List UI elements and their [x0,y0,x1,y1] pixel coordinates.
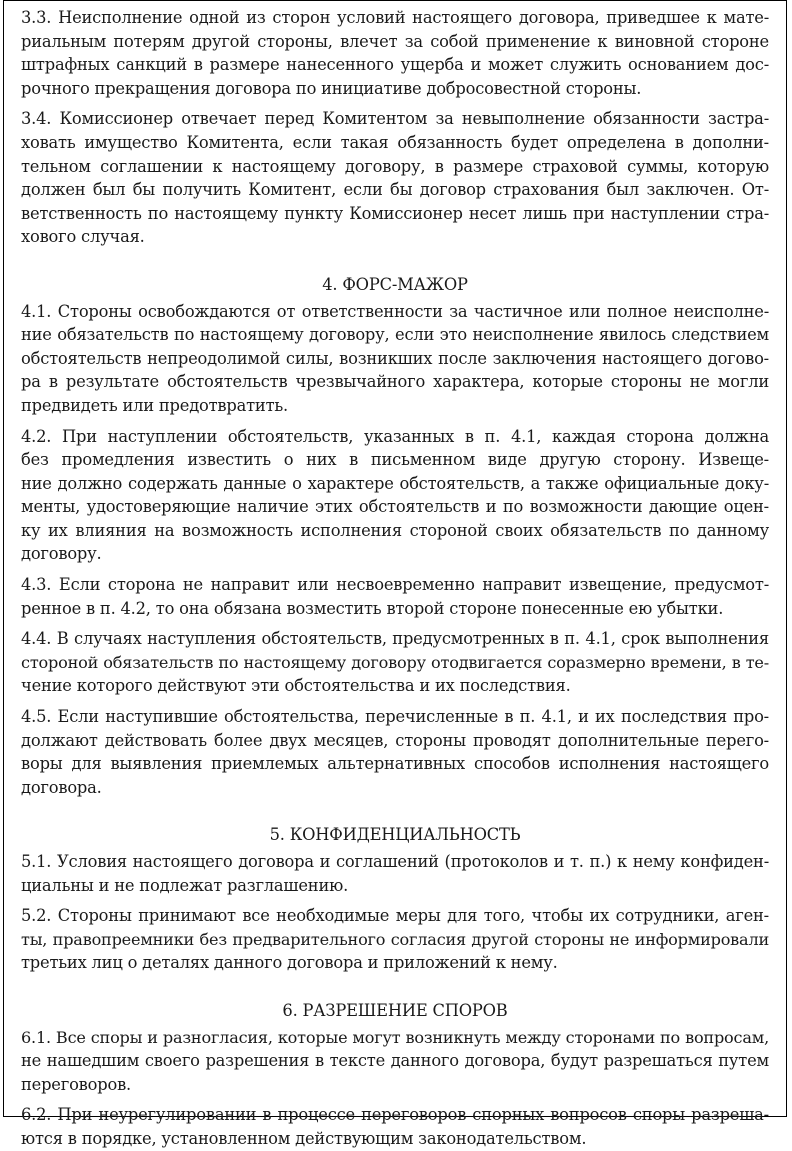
text-line: предвидеть или предотвратить. [21,395,289,415]
text-line: 5.2. Стороны принимают все необходимые меры для того, чтобы их сотрудники, аген- [21,906,769,926]
clause-paragraph [21,904,769,975]
clause-paragraph [21,300,769,418]
text-line: 6.2. При неурегулировании в процессе переговоров спорных вопросов споры разреша- [21,1105,769,1125]
text-line: ются в порядке, установленном действующим законодательством. [21,1128,587,1148]
text-line: менты, удостоверяющие наличие этих обстоятельств и по возможности дающие оцен- [21,497,769,517]
clause-paragraph [21,6,769,100]
section [21,273,769,799]
text-line: 4.3. Если сторона не направит или несвоевременно направит извещение, предусмот- [21,575,769,595]
clause-paragraph [21,1103,769,1150]
text-line: третьих лиц о деталях данного договора и приложений к нему. [21,953,558,973]
text-line: 5.1. Условия настоящего договора и соглашений (протоколов и т. п.) к нему конфиден- [21,852,769,871]
section [21,823,769,975]
section [21,6,769,249]
text-line: воры для выявления приемлемых альтернативных способов исполнения настоящего [21,754,769,774]
text-line: должают действовать более двух месяцев, стороны проводят дополнительные перего- [21,730,769,750]
text-line: 4.4. В случаях наступления обстоятельств, предусмотренных в п. 4.1, срок выполнения [21,629,769,649]
text-line: 3.4. Комиссионер отвечает перед Комитентом за невыполнение обязанности застра- [21,109,769,129]
section-heading: 5. КОНФИДЕНЦИАЛЬНОСТЬ [269,825,521,845]
text-line: циальны и не подлежат разглашению. [21,875,349,895]
text-line: ку их влияния на возможность исполнения стороной своих обязательств по данному [21,520,769,540]
text-line: ние обязательств по настоящему договору, если это неисполнение явилось следствием [21,325,769,345]
text-line: стороной обязательств по настоящему договору отодвигается соразмерно времени, в те- [21,652,769,672]
text-line: без промедления известить о них в письменном виде другую сторону. Извеще- [21,450,769,470]
clause-paragraph [21,1026,769,1097]
text-line: ховать имущество Комитента, если такая обязанность будет определена в дополни- [21,132,769,152]
section-heading: 6. РАЗРЕШЕНИЕ СПОРОВ [282,1000,508,1020]
text-line: тельном соглашении к настоящему договору, в размере страховой суммы, которую [21,156,769,176]
text-line: ра в результате обстоятельств чрезвычайного характера, которые стороны не могли [21,372,769,392]
section-heading: 4. ФОРС-МАЖОР [322,274,468,294]
text-line: 4.2. При наступлении обстоятельств, указанных в п. 4.1, каждая сторона должна [21,426,769,446]
text-line: 4.5. Если наступившие обстоятельства, перечисленные в п. 4.1, и их последствия про- [21,707,769,727]
document-page [3,0,787,1148]
text-line: должен был бы получить Комитент, если бы договор страхования был заключен. От- [21,180,769,200]
clause-paragraph [21,850,769,897]
text-line: 3.3. Неисполнение одной из сторон условий настоящего договора, приведшее к мате- [21,8,769,27]
text-line: не нашедшим своего разрешения в тексте данного договора, будут разрешаться путем [21,1051,769,1071]
text-line: ветственность по настоящему пункту Комиссионер несет лишь при наступлении стра- [21,203,769,223]
text-line: рочного прекращения договора по инициативе добросовестной стороны. [21,78,642,98]
text-line: ты, правопреемники без предварительного согласия другой стороны не информировали [21,929,769,949]
clause-paragraph [21,627,769,698]
text-line: 4.1. Стороны освобождаются от ответственности за частичное или полное неисполне- [21,301,769,321]
clause-paragraph [21,705,769,799]
text-line: риальным потерям другой стороны, влечет за собой применение к виновной стороне [21,31,769,51]
clause-paragraph [21,425,769,567]
text-line: переговоров. [21,1074,132,1094]
section [21,999,769,1151]
text-line: договора. [21,777,102,797]
clause-paragraph [21,107,769,249]
clause-paragraph [21,573,769,620]
text-line: штрафных санкций в размере нанесенного ущерба и может служить основанием дос- [21,55,769,75]
text-line: договору. [21,544,102,564]
text-line: хового случая. [21,227,145,247]
text-line: 6.1. Все споры и разногласия, которые могут возникнуть между сторонами по вопросам, [21,1027,769,1047]
text-line: обстоятельств непреодолимой силы, возникших после заключения настоящего догово- [21,348,769,368]
text-line: чение которого действуют эти обстоятельства и их последствия. [21,676,571,696]
text-line: ренное в п. 4.2, то она обязана возместить второй стороне понесенные ею убытки. [21,598,724,618]
text-line: ние должно содержать данные о характере обстоятельств, а также официальные доку- [21,473,769,493]
